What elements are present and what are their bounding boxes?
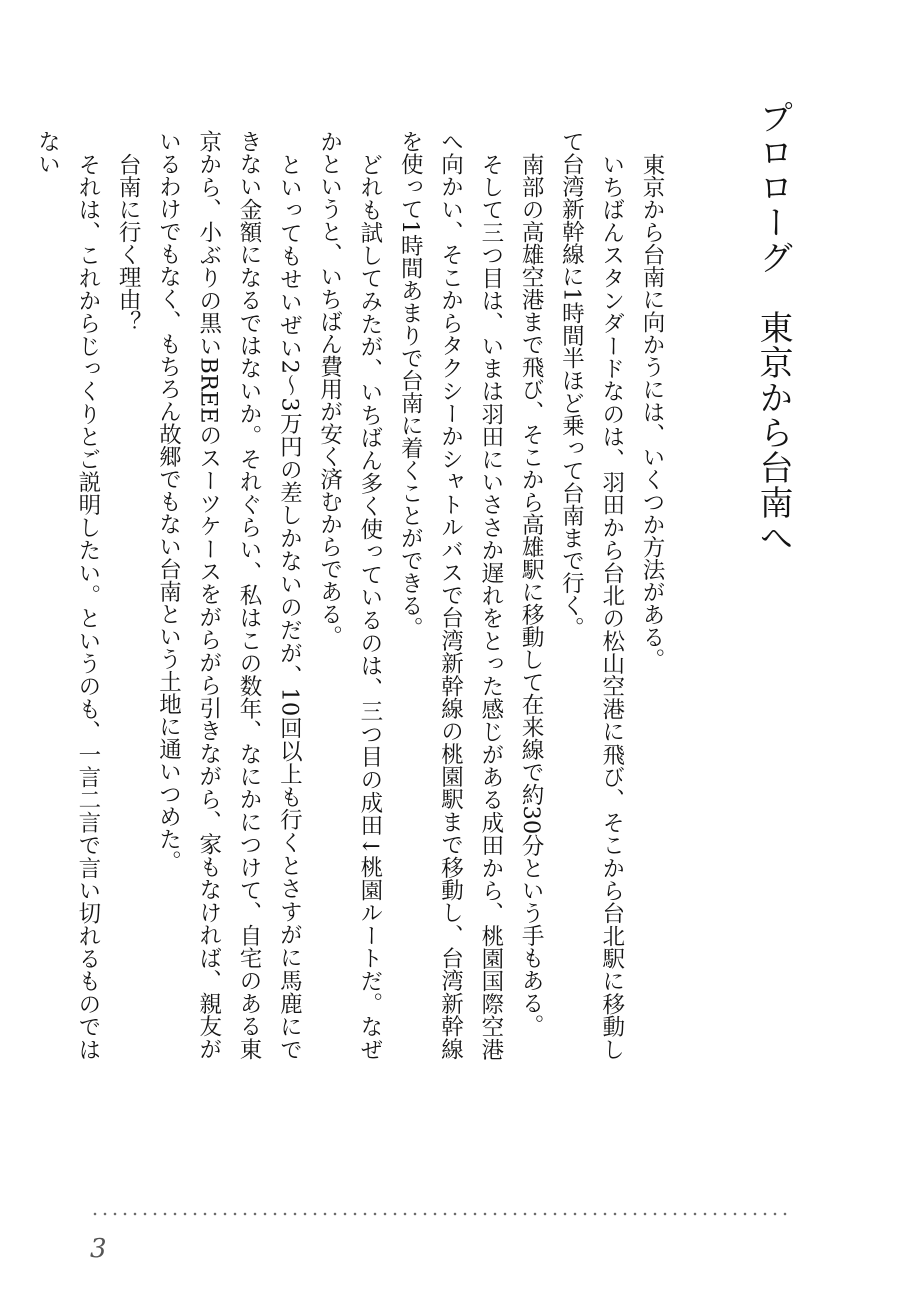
paragraph: といってもせいぜい2～3万円の差しかないのだが、10回以上も行くとさすがに馬鹿にできない金額になるではないか。それぐらい、私はこの数年、なにかにつけて、自宅のある東京から、小ぶりの黒いBREEのスーツケースをがらがら引きながら、家もなければ、親友がいるわけでもなく、もちろん故郷でもない台南という土地に通いつめた。 xyxy=(155,130,303,1060)
paragraph: いちばんスタンダードなのは、羽田から台北の松山空港に飛び、そこから台北駅に移動して台湾新幹線に1時間半ほど乗って台南まで行く。 xyxy=(558,130,625,1061)
page-number: 3 xyxy=(90,1234,107,1264)
paragraph: 東京から台南に向かうには、いくつか方法がある。 xyxy=(639,152,665,670)
body-text xyxy=(34,130,672,1061)
paragraph: そして三つ目は、いまは羽田にいささか遅れをとった感じがある成田から、桃園国際空港へ向かい、そこからタクシーかシャトルバスで台湾新幹線の桃園駅まで移動し、台湾新幹線を使って1時間あまりで台南に着くことができる。 xyxy=(397,130,504,1060)
dotted-divider xyxy=(90,1212,790,1216)
paragraph: 南部の高雄空港まで飛び、そこから高雄駅に移動して在来線で約30分という手もある。 xyxy=(518,152,545,1037)
chapter-title: プロローグ 東京から台南へ xyxy=(753,100,793,555)
paragraph: 台南に行く理由？ xyxy=(115,152,142,333)
paragraph: それは、これからじっくりとご説明したい。というのも、一言二言で言い切れるものではない xyxy=(34,130,101,1061)
paragraph: どれも試してみたが、いちばん多く使っているのは、三つ目の成田↓桃園ルートだ。なぜかというと、いちばん費用が安く済むからである。 xyxy=(316,130,383,1060)
